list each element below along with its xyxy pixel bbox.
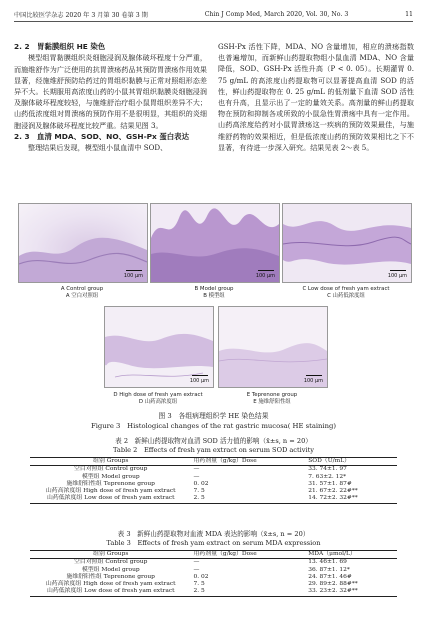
table-cell: 2. 5 [191,588,294,596]
section-2-2-heading: 2. 2 胃黏膜组织 HE 染色 [14,42,106,51]
table-row [30,588,397,596]
panel-a-caption-en: A Control group [60,286,104,292]
figure-panel-b [150,203,280,283]
table-cell: 24. 87±1. 46# [308,573,352,580]
table-cell: 0. 02 [193,573,209,580]
table-cell: 7. 63±2. 12* [308,473,347,480]
panel-d-caption-en: D High dose of fresh yam extract [113,392,203,398]
table-2-title-en: Table 2 Effects of fresh yam extract on serum SOD activity [113,446,314,454]
column-header: 用药剂量（g/kg）Dose [191,551,294,559]
left-column [14,41,207,153]
header-rule [14,21,413,22]
table-cell: 7. 5 [193,488,205,495]
running-header [14,8,413,20]
panel-c-caption-en: C Low dose of fresh yam extract [302,286,390,292]
table-cell: 21. 67±2. 22#** [308,488,358,495]
panel-a-caption-zh: A 空白对照组 [65,293,99,299]
table-row [30,495,397,503]
scale-bar-b [258,270,274,271]
panel-d-caption [90,392,226,406]
panel-c-caption [282,286,410,300]
right-column [218,41,414,153]
panel-b-caption-en: B Model group [194,286,234,292]
right-column-body: GSH-Px 活性下降，MDA、NO 含量增加，相应的溃疡指数也普遍增加，而新鲜山药提取物组小鼠血清 MDA、NO 含量降低，SOD、GSH-Px 活性升高（P < 0. 05）。长期灌胃 0. 75 g/mL 的高浓度山药提取物可以显著提高血清 SOD 的活性，鲜山药提取物在 0. 25 g/mL 的低剂量下血清 SOD 活性也有升高，且显示出了一定的量效关系。高剂量的鲜山药提取物在预防和抑制各或所致的小鼠急性胃溃疡中具有一定作用。山药高浓度给药对小鼠胃溃疡这一疾病的预防效果最佳，与施维舒药物的效果相近，但是低浓度山药的预防效果相比之下不显著，有待进一步深入研究。结果见表 2～表 5。 [218,42,414,152]
table-cell: 13. 46±1. 69 [308,559,347,566]
panel-a-caption [18,286,146,300]
table-cell: 山药高浓度组 High dose of fresh yam extract [45,581,176,588]
table-header-row [30,458,397,466]
table-3 [30,550,397,597]
panel-b-caption [150,286,278,300]
scale-bar-d [192,375,208,376]
table-cell: 2. 5 [191,495,294,503]
section-2-2-body: 模型组胃黏膜组织炎细胞浸润及腺体破坏程度十分严重，而施维舒作为广泛使用的抗胃溃疡药品其预防胃溃疡作用效果显著，经施维舒预防给药过的胃组织黏膜与正常对照组形态差异不大。长期服用高浓度山药的小鼠其胃组织黏膜炎细胞浸润及腺体破坏程度较轻，与施维舒治疗组小鼠胃组织差异不大；山药低浓度组对胃溃疡的预防作用不是很明显，其组织的炎细胞浸润及腺体破坏程度比较严重。结果见图 3。 [14,53,207,130]
scale-label-b: 100 μm [255,273,275,279]
figure-panel-d [104,306,214,388]
panel-e-caption-zh: E 施维舒阳性组 [253,399,291,405]
table-row [30,474,397,481]
table-cell: 7. 5 [193,581,205,588]
panel-e-caption [218,392,326,406]
table-cell: 山药低浓度组 Low dose of fresh yam extract [30,495,191,503]
column-header: SOD（U/mL） [294,458,397,466]
table-cell: — [193,473,200,480]
panel-e-caption-en: E Teprenone group [246,392,298,398]
table-cell: 模型组 Model group [81,473,140,480]
page-number: 11 [405,10,413,18]
journal-name-zh: 中国比较医学杂志 2020 年 3 月第 30 卷第 3 期 [14,11,148,19]
table-cell: 模型组 Model group [81,566,140,573]
table-cell: — [193,559,200,566]
table-cell: 空白对照组 Control group [74,466,148,473]
table-cell: 0. 02 [193,480,209,487]
table-cell: 空白对照组 Control group [74,559,148,566]
scale-label-d: 100 μm [189,378,209,384]
table-3-title-en: Table 3 Effects of fresh yam extract on serum MDA expression [106,539,321,547]
table-row [30,559,397,567]
table-cell: 29. 89±2. 88#** [308,581,358,588]
column-header: 组别 Groups [30,551,191,559]
figure-panel-e [218,306,328,388]
table-cell: 31. 57±1. 87# [308,480,352,487]
table-cell: — [193,566,200,573]
table-cell: — [193,466,200,473]
table-cell: 33. 74±1. 97 [308,466,347,473]
scale-bar-a [126,270,142,271]
table-cell: 山药低浓度组 Low dose of fresh yam extract [30,588,191,596]
table-cell: 山药高浓度组 High dose of fresh yam extract [45,488,176,495]
table-cell: 施维舒阳性组 Teprenone group [66,573,155,580]
table-cell: 施维舒阳性组 Teprenone group [66,480,155,487]
table-row [30,466,397,474]
scale-bar-c [390,270,406,271]
table-cell: 33. 23±2. 32#** [294,588,397,596]
section-2-3-body: 整理结果后发现，模型组小鼠血清中 SOD、 [28,143,168,153]
column-header: 用药剂量（g/kg）Dose [191,458,294,466]
journal-name-en: Chin J Comp Med, March 2020, Vol. 30, No. 3 [204,10,349,18]
scale-label-c: 100 μm [387,273,407,279]
column-header: MDA（μmol/L） [294,551,397,559]
scale-label-a: 100 μm [123,273,143,279]
table-cell: 36. 87±1. 12* [308,566,350,573]
figure-3-caption-zh: 图 3 各组病理组织学 HE 染色结果 [158,412,269,420]
table-cell: 14. 72±2. 32#** [294,495,397,503]
figure-panel-a [18,203,148,283]
panel-b-caption-zh: B 模型组 [203,293,225,299]
table-header-row [30,551,397,559]
table-row [30,567,397,574]
table-2 [30,457,397,504]
panel-d-caption-zh: D 山药高浓度组 [138,399,178,405]
figure-panel-c [282,203,412,283]
table-3-title-zh: 表 3 新鲜山药提取物对血液 MDA 表达的影响（x̄±s, n = 20） [117,530,310,538]
panel-c-caption-zh: C 山药低浓度组 [327,293,365,299]
section-2-3-heading: 2. 3 血清 MDA、SOD、NO、GSH-Px 蛋白表达 [14,131,189,141]
column-header: 组别 Groups [30,458,191,466]
scale-bar-e [306,375,322,376]
table-2-title-zh: 表 2 新鲜山药提取物对血清 SOD 活力值的影响（x̄±s, n = 20） [115,437,312,445]
scale-label-e: 100 μm [303,378,323,384]
figure-3-caption-en: Figure 3 Histological changes of the rat gastric mucosa( HE staining) [91,422,336,430]
